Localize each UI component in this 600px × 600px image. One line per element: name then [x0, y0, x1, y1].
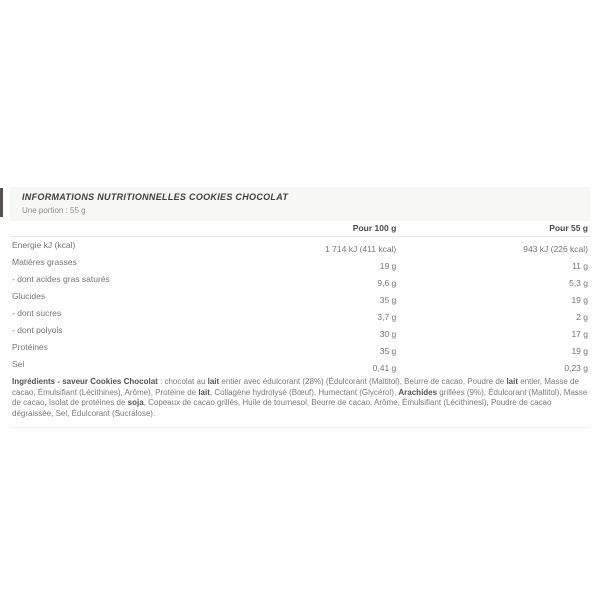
ingredient-text-segment: entier avec édulcorant (28%) (Édulcorant (Maltitol), Beurre de cacao, Poudre de: [219, 377, 507, 386]
portion-size-text: Une portion : 55 g: [22, 206, 86, 215]
table-row: [10, 322, 590, 339]
nutrition-table: [10, 221, 590, 373]
row-value-per-55g: 5,3 g: [569, 278, 588, 288]
row-label: Glucides: [12, 291, 46, 301]
ingredient-highlighted-segment: Ingrédients - saveur Cookies Chocolat: [12, 377, 158, 386]
row-value-per-55g: 0,23 g: [564, 363, 588, 373]
ingredient-highlighted-segment: soja: [127, 398, 144, 407]
row-value-per-100g: 9,6 g: [377, 278, 397, 288]
row-value-per-100g: 35 g: [379, 346, 397, 356]
nutrition-table-body: [10, 237, 590, 374]
ingredient-text-segment: entier, Masse de cacao, Émulsifiant (Lécithines), Arôme), Protéine de: [12, 377, 579, 397]
table-row: [10, 356, 590, 373]
column-header-per-55g: Pour 55 g: [396, 221, 590, 237]
ingredient-text-segment: grillées (9%), Édulcorant (Maltitol), Masse de cacao, Isolat de protéines de: [12, 387, 588, 407]
row-value-per-55g: 19 g: [571, 295, 588, 305]
column-header-per-100g: Pour 100 g: [288, 221, 396, 237]
table-row: [10, 305, 590, 322]
row-value-per-100g: 19 g: [379, 261, 397, 271]
row-label: Protéines: [12, 342, 48, 352]
ingredient-highlighted-segment: lait: [207, 377, 220, 386]
ingredient-highlighted-segment: lait: [506, 377, 519, 386]
table-row: [10, 237, 590, 255]
row-label: Sel: [12, 359, 25, 369]
bottom-divider: [10, 427, 590, 428]
table-row: [10, 339, 590, 356]
row-label: - dont sucres: [12, 308, 62, 318]
row-value-per-100g: 30 g: [379, 329, 397, 339]
row-value-per-100g: 3,7 g: [377, 312, 397, 322]
row-value-per-100g: 35 g: [379, 295, 397, 305]
ingredient-text-segment: , Copeaux de cacao grillés, Huile de tournesol, Beurre de cacao, Arôme, Émulsifiant (Lécithinesl), Poudre de cacao dégraissée, Sel, Édulcorant (Sucralose).: [12, 398, 552, 418]
table-header-row: [10, 221, 590, 237]
row-value-per-55g: 943 kJ (226 kcal): [523, 244, 588, 254]
row-value-per-55g: 17 g: [571, 329, 588, 339]
row-label: Matières grasses: [12, 257, 77, 267]
ingredient-text-segment: : chocolat au: [157, 377, 208, 386]
table-row: [10, 254, 590, 271]
row-label: Energie kJ (kcal): [12, 240, 76, 250]
left-accent-bar: [0, 188, 3, 217]
table-row: [10, 271, 590, 288]
ingredient-highlighted-segment: lait: [198, 387, 210, 397]
nutrition-header-block: [10, 187, 590, 221]
row-value-per-55g: 19 g: [571, 346, 588, 356]
row-value-per-100g: 0,41 g: [372, 363, 397, 373]
column-header-nutrient: [10, 221, 288, 237]
row-value-per-55g: 2 g: [576, 312, 588, 322]
nutrition-title: INFORMATIONS NUTRITIONNELLES COOKIES CHOCOLAT: [22, 192, 289, 202]
row-value-per-55g: 11 g: [572, 261, 588, 271]
table-row: [10, 288, 590, 305]
ingredient-highlighted-segment: Arachides: [398, 387, 438, 397]
row-label: - dont acides gras saturés: [12, 274, 110, 284]
row-label: - dont polyols: [12, 325, 63, 335]
ingredients-text: [10, 377, 590, 419]
nutrition-table-head: [10, 221, 590, 237]
ingredient-text-segment: , Collagène hydrolysé (Bœuf), Humectant (Glycérol),: [209, 387, 399, 397]
nutrition-section: [10, 187, 590, 428]
row-value-per-100g: 1 714 kJ (411 kcal): [325, 244, 397, 254]
